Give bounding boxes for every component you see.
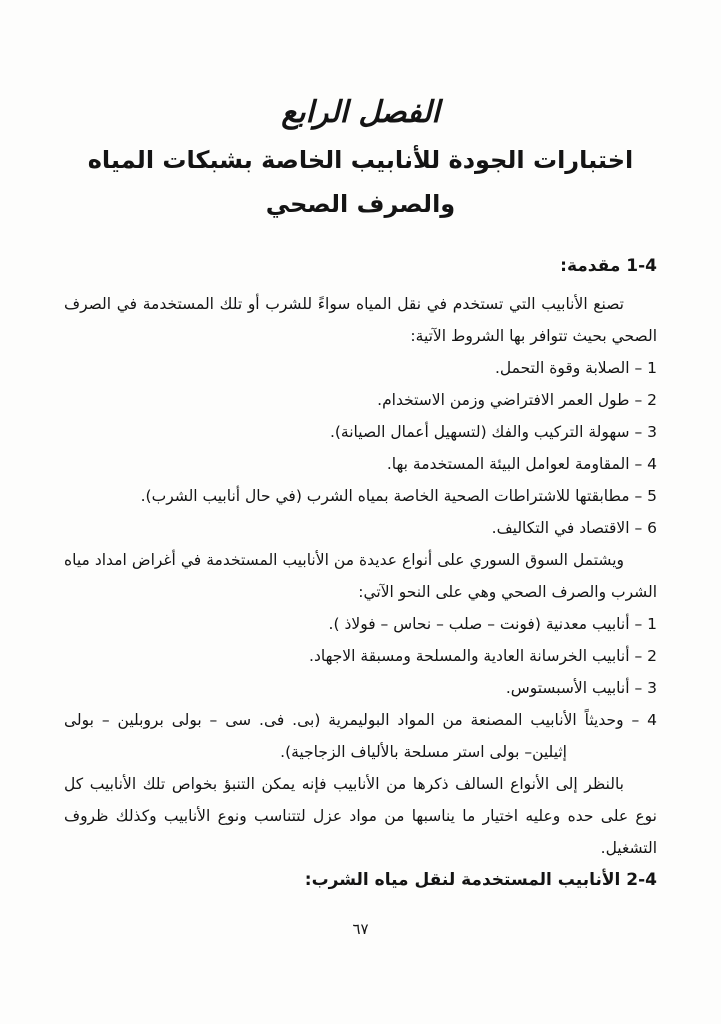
condition-item-3: 3 – سهولة التركيب والفك (لتسهيل أعمال الصيانة). [329,423,657,441]
document-title-line1: اختبارات الجودة للأنابيب الخاصة بشبكات المياه [87,146,634,174]
intro-paragraph: تصنع الأنابيب التي تستخدم في نقل المياه سواءً للشرب أو تلك المستخدمة في الصرف الصحي بحيث تتوافر بها الشروط الآتية: [64,295,657,345]
title-block [0,0,721,224]
condition-item-2: 2 – طول العمر الافتراضي وزمن الاستخدام. [377,391,657,409]
pipe-type-item-3: 3 – أنابيب الأسبستوس. [505,679,657,697]
conditions-list [64,352,657,544]
pipe-type-item-1: 1 – أنابيب معدنية (فونت – صلب – نحاس – فولاذ ). [328,615,657,633]
market-paragraph: ويشتمل السوق السوري على أنواع عديدة من الأنابيب المستخدمة في أغراض امداد مياه الشرب والصرف الصحي وهي على النحو الآتي: [64,551,657,601]
document-body [0,250,721,896]
chapter-ornate-title: الفصل الرابع [281,95,440,130]
closing-paragraph: بالنظر إلى الأنواع السالف ذكرها من الأنابيب فإنه يمكن التنبؤ بخواص تلك الأنابيب كل نوع على حده وعليه اختيار ما يناسبها من مواد عزل لتتناسب ونوع الأنابيب وكذلك ظروف التشغيل. [64,775,657,857]
pipe-type-item-2: 2 – أنابيب الخرسانة العادية والمسلحة ومسبقة الاجهاد. [309,647,657,665]
pipe-types-list [64,608,657,768]
condition-item-5: 5 – مطابقتها للاشتراطات الصحية الخاصة بمياه الشرب (في حال أنابيب الشرب). [140,487,657,505]
document-title-line2: والصرف الصحي [265,190,456,218]
section-1-heading: 1-4 مقدمة: [560,256,657,276]
condition-item-4: 4 – المقاومة لعوامل البيئة المستخدمة بها. [386,455,657,473]
condition-item-6: 6 – الاقتصاد في التكاليف. [491,519,657,537]
condition-item-1: 1 – الصلابة وقوة التحمل. [494,359,657,377]
pipe-type-item-4: 4 – وحديثاً الأنابيب المصنعة من المواد البوليمرية (بى. فى. سى – بولى بروبلين – بولى إثيلين– بولى استر مسلحة بالألياف الزجاجية). [64,711,657,761]
page-number: ٦٧ [352,920,369,938]
section-2-heading: 2-4 الأنابيب المستخدمة لنقل مياه الشرب: [304,870,657,890]
